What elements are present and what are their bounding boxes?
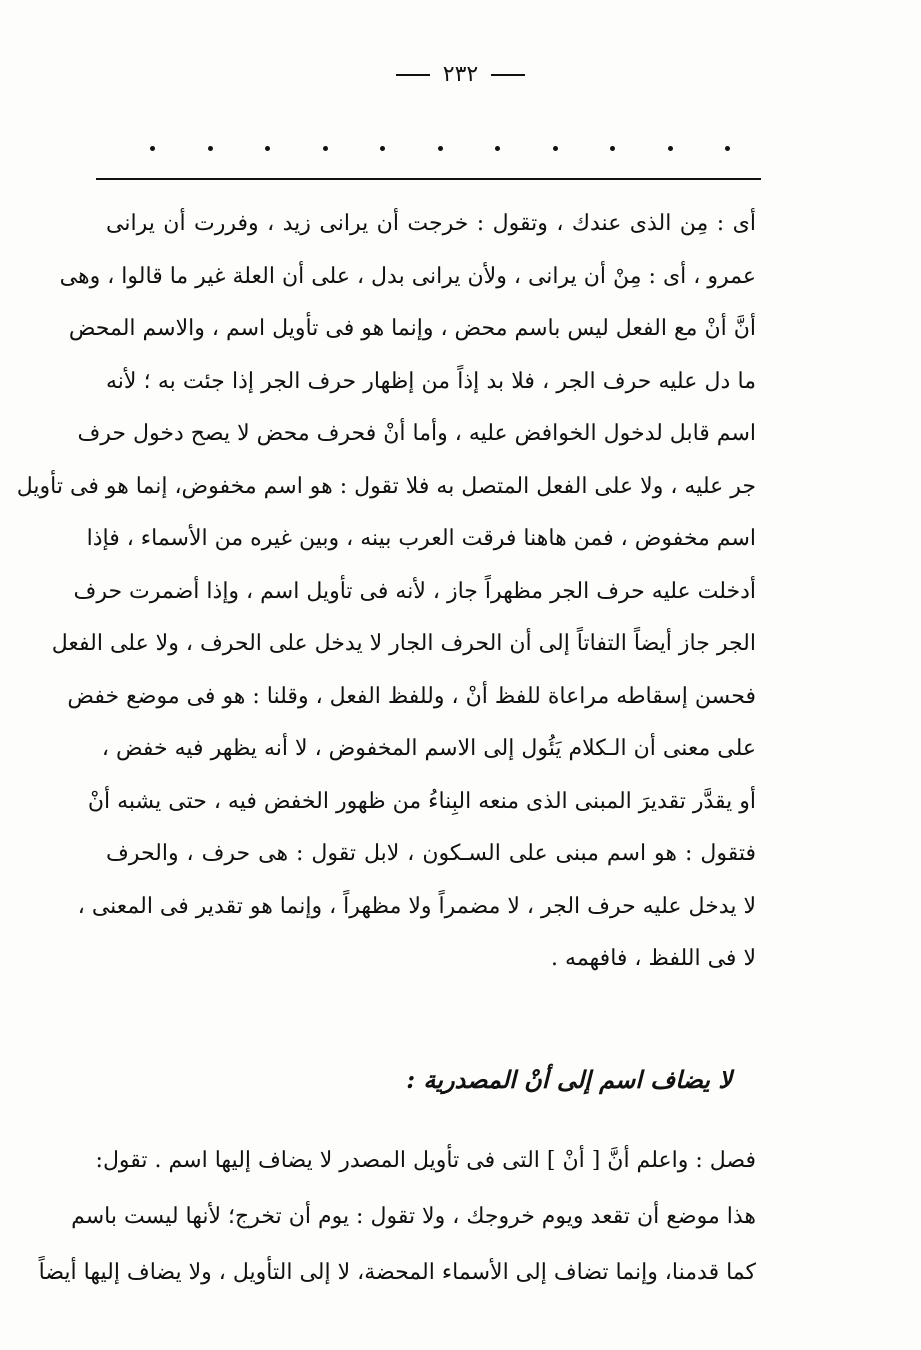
text-line: أنَّ أنْ مع الفعل ليس باسم محض ، وإنما هو فى تأويل اسم ، والاسم المحض [68,316,756,341]
text-line: فصل : واعلم أنَّ [ أنْ ] التى فى تأويل المصدر لا يضاف إليها اسم . تقول: [95,1148,756,1173]
ornament-dot [610,146,615,151]
text-line: على معنى أن الـكلام يَئُول إلى الاسم المخفوض ، لا أنه يظهر فيه خفض ، [101,736,756,761]
ornament-dot [208,146,213,151]
text-line: هذا موضع أن تقعد ويوم خروجك ، ولا تقول : يوم أن تخرج؛ لأنها ليست باسم [71,1204,756,1229]
ornament-dot [495,146,500,151]
ornament-dot [265,146,270,151]
text-line: أدخلت عليه حرف الجر مظهراً جاز ، لأنه فى تأويل اسم ، وإذا أضمرت حرف [73,578,756,604]
text-line: عمرو ، أى : مِنْ أن يرانى ، ولأن يرانى بدل ، على أن العلة غير ما قالوا ، وهى [59,263,756,289]
text-line: لا يدخل عليه حرف الجر ، لا مضمراً ولا مظهراً ، وإنما هو تقدير فى المعنى ، [77,893,756,919]
header-rule [96,178,761,180]
page-number [0,62,921,87]
text-line: فتقول : هو اسم مبنى على السـكون ، لابل تقول : هى حرف ، والحرف [106,841,756,866]
text-line: ما دل عليه حرف الجر ، فلا بد إذاً من إظهار حرف الجر إذا جئت به ؛ لأنه [106,368,756,394]
section-heading: لا يضاف اسم إلى أنْ المصدرية : [406,1065,732,1094]
text-line: أو يقدَّر تقديرَ المبنى الذى منعه البِناءُ من ظهور الخفض فيه ، حتى يشبه أنْ [87,788,756,814]
ornament-dot [150,146,155,151]
ornament-dot [323,146,328,151]
ornament-dot [725,146,730,151]
page-number-text: ٢٣٢ [442,62,479,87]
paragraph-2 [38,1133,756,1301]
text-line: فحسن إسقاطه مراعاة للفظ أنْ ، وللفظ الفعل ، وقلنا : هو فى موضع خفض [67,683,756,709]
ornament-dot [380,146,385,151]
ornament-dot [553,146,558,151]
page-number-dash-right [491,74,525,76]
ornamental-dots [150,146,730,151]
ornament-dot [438,146,443,151]
text-line: أى : مِن الذى عندك ، وتقول : خرجت أن يرانى زيد ، وفررت أن يرانى [106,211,756,236]
paragraph-1 [16,198,756,986]
text-line: كما قدمنا، وإنما تضاف إلى الأسماء المحضة، لا إلى التأويل ، ولا يضاف إليها أيضاً [38,1260,756,1285]
ornament-dot [668,146,673,151]
text-line: الجر جاز أيضاً التفاتاً إلى أن الحرف الجار لا يدخل على الحرف ، ولا على الفعل [51,631,756,656]
text-line: اسم قابل لدخول الخوافض عليه ، وأما أنْ فحرف محض لا يصح دخول حرف [77,421,756,446]
page-number-dash-left [396,74,430,76]
text-line: لا فى اللفظ ، فافهمه . [551,946,756,971]
text-line: اسم مخفوض ، فمن هاهنا فرقت العرب بينه ، وبين غيره من الأسماء ، فإذا [86,526,756,551]
text-line: جر عليه ، ولا على الفعل المتصل به فلا تقول : هو اسم مخفوض، إنما هو فى تأويل [16,473,756,499]
